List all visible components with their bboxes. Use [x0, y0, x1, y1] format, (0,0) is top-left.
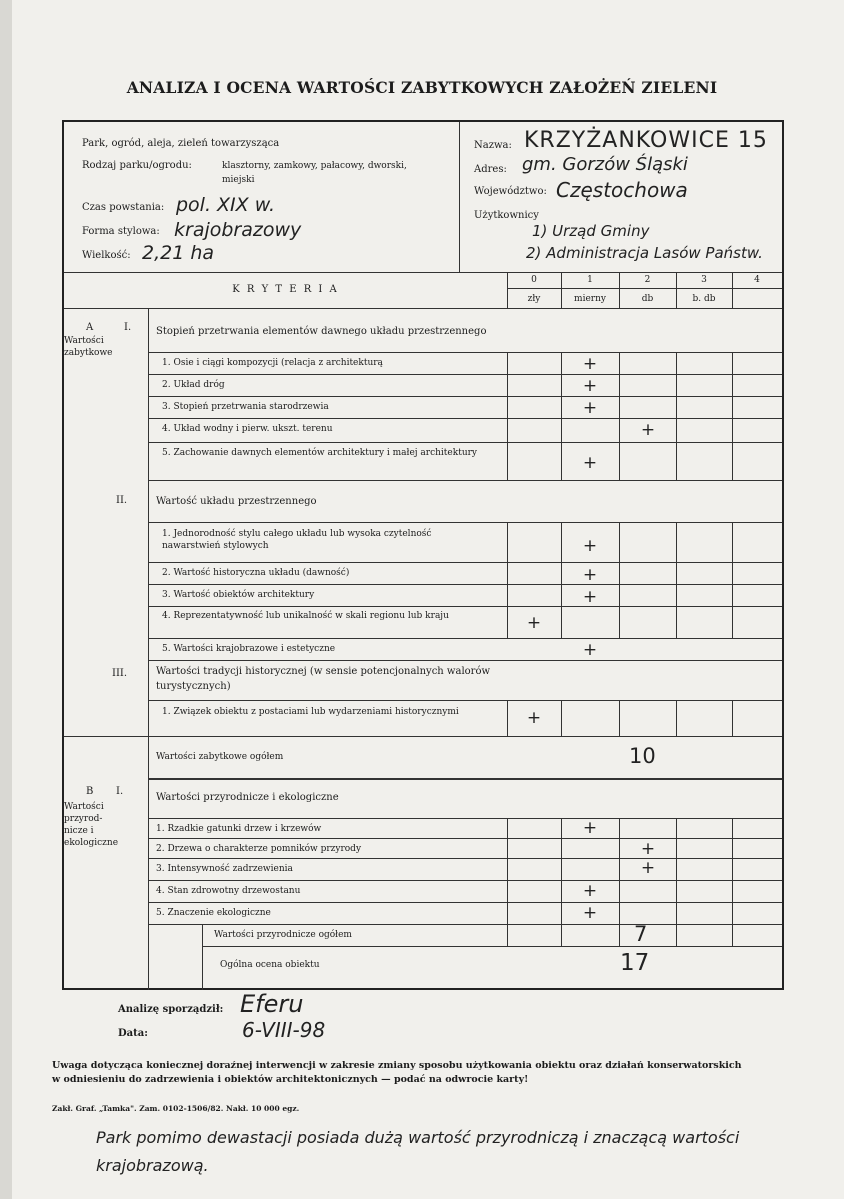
- section-b-total-label: Wartości przyrodnicze ogółem: [214, 930, 352, 940]
- criterion-b-3: 3. Intensywność zadrzewienia: [156, 864, 293, 874]
- rodzaj-options-2: miejski: [222, 175, 255, 185]
- nazwa-value: KRZYŻANKOWICE 15: [524, 128, 768, 153]
- park-types: Park, ogród, aleja, zieleń towarzysząca: [82, 138, 280, 149]
- data-value: 6-VIII-98: [242, 1018, 326, 1042]
- criterion-a-i-1: 1. Osie i ciągi kompozycji (relacja z architekturą: [162, 358, 383, 368]
- uzytkownicy-label: Użytkownicy: [474, 210, 539, 221]
- criterion-a-i-4: 4. Układ wodny i pierw. ukszt. terenu: [162, 424, 333, 434]
- section-a-total-label: Wartości zabytkowe ogółem: [156, 752, 284, 762]
- section-a-letter: A: [86, 322, 94, 333]
- section-a-label-2: zabytkowe: [64, 348, 113, 358]
- wojewodztwo-label: Województwo:: [474, 186, 547, 197]
- criterion-a-ii-2: 2. Wartość historyczna układu (dawność): [162, 568, 350, 578]
- criterion-a-ii-5: 5. Wartości krajobrazowe i estetyczne: [162, 644, 336, 654]
- section-b-label-4: ekologiczne: [64, 838, 119, 848]
- criterion-a-i-5: 5. Zachowanie dawnych elementów architektury i małej architektury: [162, 448, 478, 458]
- data-label: Data:: [118, 1028, 148, 1039]
- mark-b-4: +: [582, 881, 598, 901]
- section-a-total-value: 10: [629, 744, 656, 768]
- czas-value: pol. XIX w.: [176, 194, 276, 216]
- criterion-a-i-2: 2. Układ dróg: [162, 380, 225, 390]
- section-a-group-ii-numeral: II.: [116, 495, 128, 506]
- mark-b-3: +: [640, 858, 656, 878]
- mark-a-i-5: +: [582, 453, 598, 473]
- scale-number-2: 2: [644, 275, 651, 285]
- criterion-b-4: 4. Stan zdrowotny drzewostanu: [156, 886, 301, 896]
- handwritten-note-1: Park pomimo dewastacji posiada dużą wartość przyrodniczą i znaczącą wartości: [96, 1128, 740, 1147]
- section-a-group-ii-title: Wartość układu przestrzennego: [156, 496, 317, 507]
- wielkosc-label: Wielkość:: [82, 250, 131, 261]
- kryteria-label: K R Y T E R I A: [232, 284, 339, 295]
- mark-b-5: +: [582, 903, 598, 923]
- mark-a-iii-1: +: [526, 708, 542, 728]
- scan-edge: [0, 0, 12, 1199]
- section-b-title: Wartości przyrodnicze i ekologiczne: [156, 792, 339, 803]
- page-title: ANALIZA I OCENA WARTOŚCI ZABYTKOWYCH ZAŁOŻEŃ ZIELENI: [126, 78, 718, 97]
- mark-a-ii-2: +: [582, 565, 598, 585]
- mark-b-1: +: [582, 818, 598, 838]
- forma-label: Forma stylowa:: [82, 226, 160, 237]
- criterion-b-2: 2. Drzewa o charakterze pomników przyrody: [156, 844, 362, 854]
- rodzaj-options-1: klasztorny, zamkowy, pałacowy, dworski,: [222, 161, 407, 171]
- section-a-label-1: Wartości: [64, 336, 104, 346]
- criterion-a-i-3: 3. Stopień przetrwania starodrzewia: [162, 402, 329, 412]
- section-b-label-2: przyrod-: [64, 814, 103, 824]
- section-a-group-i-title: Stopień przetrwania elementów dawnego układu przestrzennego: [156, 326, 487, 337]
- adres-label: Adres:: [474, 164, 507, 175]
- scale-number-4: 4: [754, 275, 760, 285]
- uwaga-line-2: w odniesieniu do zadrzewienia i obiektów architektonicznych — podać na odwrocie karty!: [52, 1074, 529, 1085]
- mark-a-ii-1: +: [582, 536, 598, 556]
- mark-a-i-2: +: [582, 376, 598, 396]
- print-info: Zakł. Graf. „Tamka". Zam. 0102-1506/82. Nakł. 10 000 egz.: [52, 1104, 300, 1113]
- scale-number-1: 1: [587, 275, 593, 285]
- adres-value: gm. Gorzów Śląski: [522, 154, 688, 175]
- overall-value: 17: [620, 950, 650, 976]
- analiza-signature: Eferu: [240, 990, 304, 1018]
- wielkosc-value: 2,21 ha: [142, 242, 215, 264]
- section-b-total-value: 7: [634, 922, 648, 946]
- criterion-a-ii-3: 3. Wartość obiektów architektury: [162, 590, 315, 600]
- section-a-group-iii-numeral: III.: [112, 668, 128, 679]
- mark-a-i-1: +: [582, 354, 598, 374]
- section-b-numeral: I.: [116, 786, 124, 797]
- mark-b-2: +: [640, 839, 656, 859]
- assessment-form: [62, 120, 784, 990]
- scale-number-3: 3: [701, 275, 707, 285]
- section-a-group-iii-title: Wartości tradycji historycznej (w sensie potencjonalnych walorów turystycznych): [156, 666, 491, 692]
- wojewodztwo-value: Częstochowa: [556, 178, 688, 202]
- scale-number-0: 0: [531, 275, 537, 285]
- mark-a-i-4: +: [640, 420, 656, 440]
- criterion-b-1: 1. Rzadkie gatunki drzew i krzewów: [156, 824, 322, 834]
- czas-label: Czas powstania:: [82, 202, 165, 213]
- rodzaj-label: Rodzaj parku/ogrodu:: [82, 160, 192, 171]
- criterion-a-ii-1: 1. Jednorodność stylu całego układu lub wysoka czytelność nawarstwień stylowych: [162, 529, 432, 551]
- section-a-group-i-numeral: I.: [124, 322, 132, 333]
- criterion-b-5: 5. Znaczenie ekologiczne: [156, 908, 271, 918]
- scale-word-1: mierny: [574, 294, 606, 304]
- uzytkownik-2: 2) Administracja Lasów Państw.: [526, 244, 763, 262]
- scale-word-0: zły: [527, 294, 541, 304]
- scale-word-2: db: [641, 294, 654, 304]
- mark-a-ii-4: +: [526, 613, 542, 633]
- criterion-a-iii-1: 1. Związek obiektu z postaciami lub wydarzeniami historycznymi: [162, 707, 459, 717]
- criterion-a-ii-4: 4. Reprezentatywność lub unikalność w skali regionu lub kraju: [162, 611, 449, 621]
- uzytkownik-1: 1) Urząd Gminy: [532, 222, 650, 240]
- nazwa-label: Nazwa:: [474, 140, 512, 151]
- mark-a-i-3: +: [582, 398, 598, 418]
- section-b-letter: B: [86, 786, 94, 797]
- section-b-label-3: nicze i: [64, 826, 94, 836]
- handwritten-note-2: krajobrazową.: [96, 1156, 209, 1175]
- mark-a-ii-3: +: [582, 587, 598, 607]
- forma-value: krajobrazowy: [174, 219, 302, 241]
- scale-word-3: b. db: [692, 294, 716, 304]
- overall-label: Ogólna ocena obiektu: [220, 960, 320, 970]
- uwaga-line-1: Uwaga dotycząca koniecznej doraźnej interwencji w zakresie zmiany sposobu użytkowania obiektu oraz działań konserwatorskich: [52, 1060, 742, 1071]
- section-b-label-1: Wartości: [64, 802, 104, 812]
- mark-a-ii-5: +: [582, 640, 598, 660]
- analiza-label: Analizę sporządził:: [118, 1004, 224, 1015]
